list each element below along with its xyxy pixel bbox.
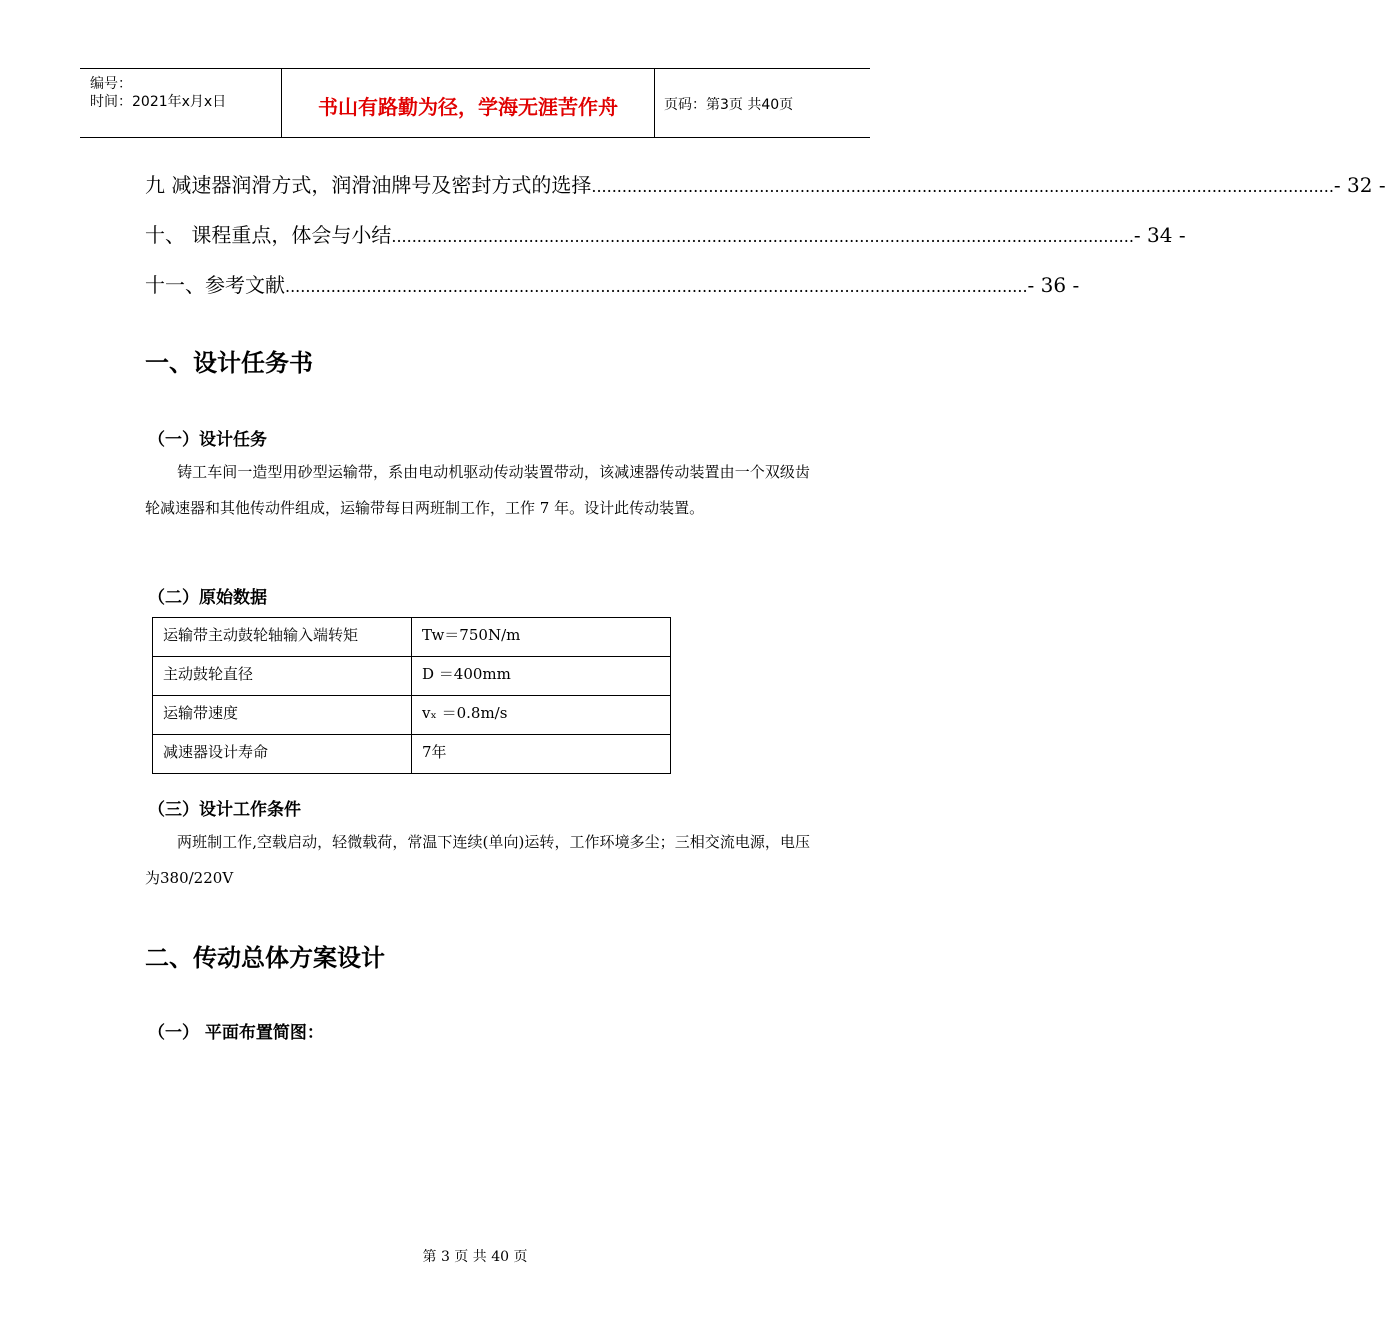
original-data-table bbox=[152, 617, 671, 774]
table-cell-key: 减速器设计寿命 bbox=[153, 735, 412, 774]
subsection-title: （三）设计工作条件 bbox=[148, 800, 301, 820]
page-footer: 第 3 页 共 40 页 bbox=[422, 1249, 528, 1265]
task-text: 铸工车间一造型用砂型运输带，系由电动机驱动传动装置带动，该减速器传动装置由一个双级齿轮减速器和其他传动件组成，运输带每日两班制工作，工作 7 年。设计此传动装置。 bbox=[145, 463, 810, 517]
toc-entry-page: - 32 - bbox=[1333, 173, 1386, 197]
toc-leader-dots: .................................................................................................................................................. bbox=[285, 277, 1028, 296]
table-cell-value: vₓ ＝0.8m/s bbox=[412, 696, 671, 735]
conditions-paragraph bbox=[145, 824, 810, 896]
document-time-label: 时间：2021年x月x日 bbox=[90, 94, 227, 110]
toc-entry-page: - 36 - bbox=[1027, 273, 1080, 297]
toc-entry-page: - 34 - bbox=[1133, 223, 1186, 247]
conditions-text: 两班制工作,空载启动，轻微载荷，常温下连续(单向)运转，工作环境多尘；三相交流电源，电压为380/220V bbox=[145, 833, 810, 887]
header-page-cell bbox=[654, 69, 870, 137]
header-slogan: 书山有路勤为径，学海无涯苦作舟 bbox=[318, 95, 618, 119]
table-row bbox=[153, 696, 671, 735]
toc-entry[interactable] bbox=[145, 271, 1080, 299]
toc-leader-dots: .................................................................................................................................................. bbox=[391, 227, 1134, 246]
table-cell-key: 主动鼓轮直径 bbox=[153, 657, 412, 696]
header-slogan-cell bbox=[281, 69, 655, 137]
toc-leader-dots: .................................................................................................................................................. bbox=[591, 177, 1334, 196]
toc-entry-label: 十、 课程重点，体会与小结 bbox=[145, 223, 392, 247]
toc-entry-label: 十一、参考文献 bbox=[145, 273, 285, 297]
table-row bbox=[153, 657, 671, 696]
section-title: 一、设计任务书 bbox=[145, 349, 313, 377]
toc-entry-label: 九 减速器润滑方式，润滑油牌号及密封方式的选择 bbox=[145, 173, 592, 197]
toc-entry[interactable] bbox=[145, 171, 1386, 199]
table-cell-key: 运输带主动鼓轮轴输入端转矩 bbox=[153, 618, 412, 657]
subsection-title: （一）设计任务 bbox=[148, 430, 267, 450]
page-header bbox=[80, 68, 870, 138]
header-meta-cell bbox=[80, 69, 280, 137]
subsection-title: （一） 平面布置简图： bbox=[148, 1023, 324, 1043]
table-row bbox=[153, 735, 671, 774]
section-title: 二、传动总体方案设计 bbox=[145, 944, 385, 972]
document-number-label: 编号： bbox=[90, 76, 132, 92]
table-cell-value: 7年 bbox=[412, 735, 671, 774]
toc-entry[interactable] bbox=[145, 221, 1186, 249]
table-cell-value: Tw＝750N/m bbox=[412, 618, 671, 657]
table-row bbox=[153, 618, 671, 657]
header-page-code: 页码：第3页 共40页 bbox=[664, 97, 794, 113]
subsection-title: （二）原始数据 bbox=[148, 588, 267, 608]
table-cell-value: D ＝400mm bbox=[412, 657, 671, 696]
task-paragraph bbox=[145, 454, 810, 526]
table-cell-key: 运输带速度 bbox=[153, 696, 412, 735]
